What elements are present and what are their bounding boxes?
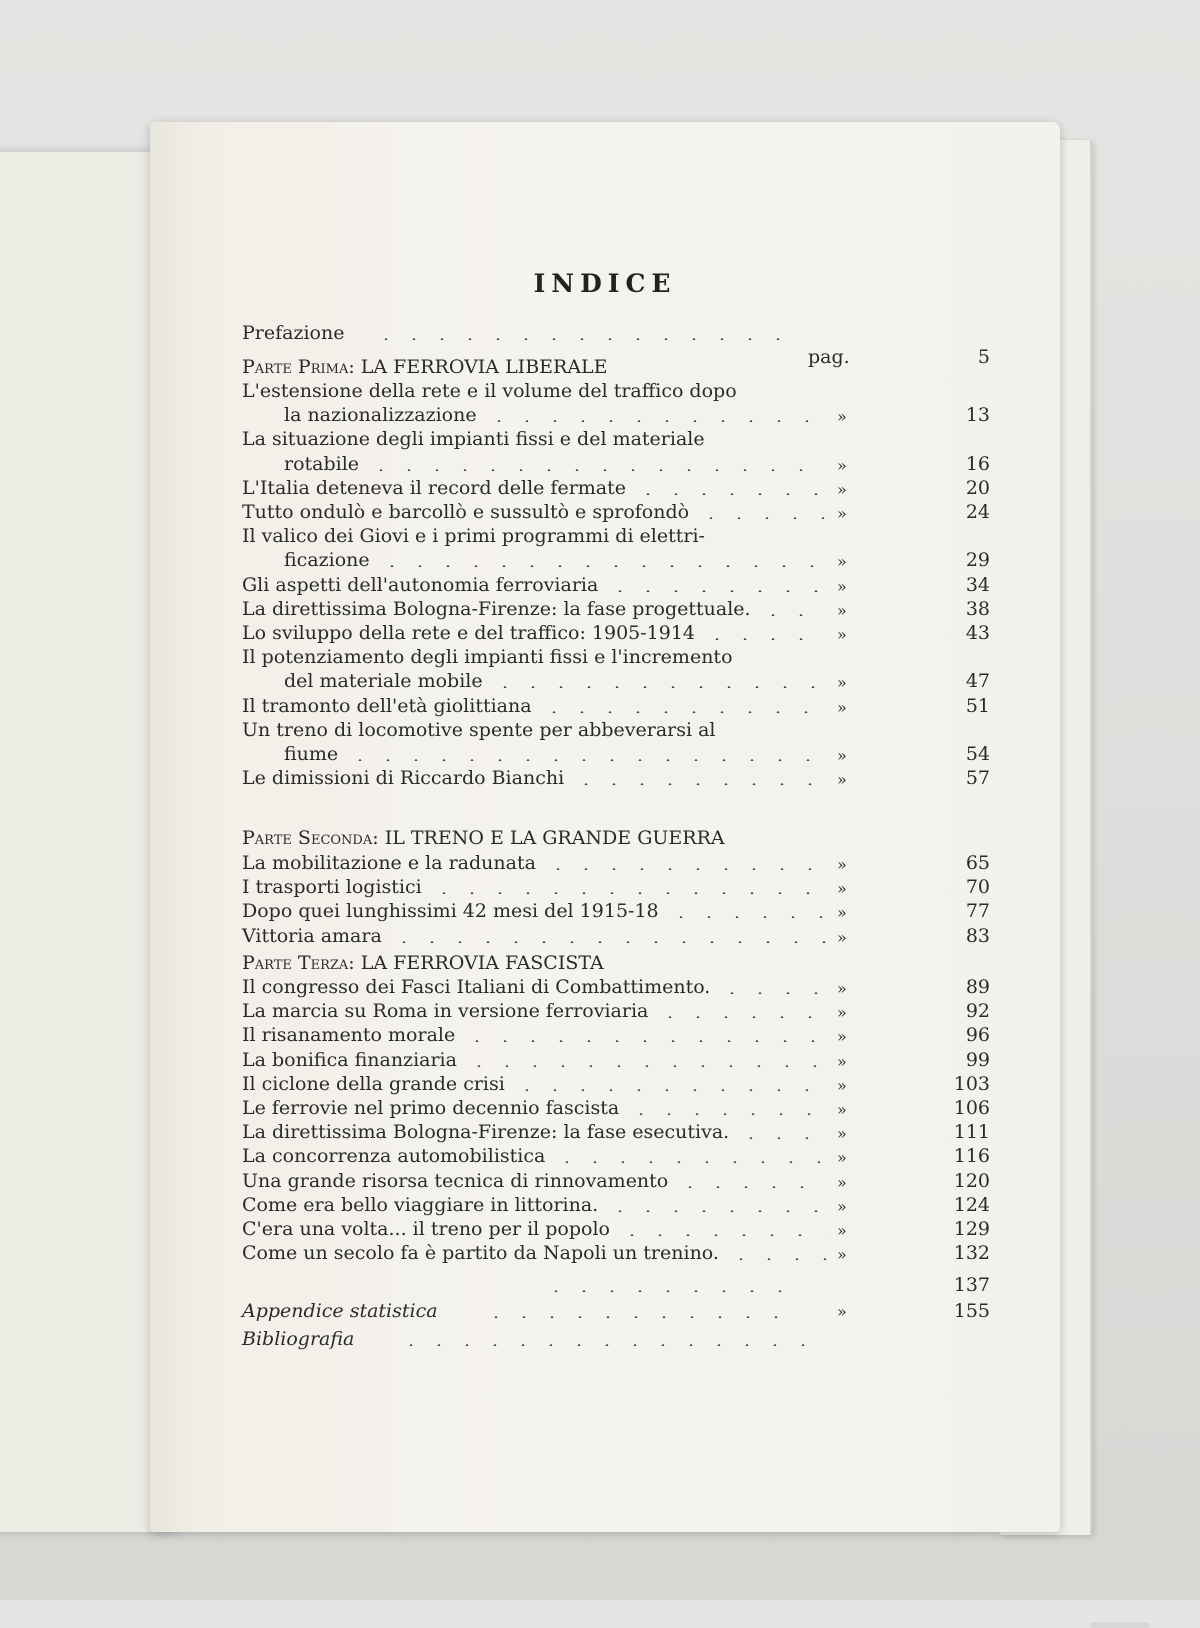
entry-title-continuation: fiume: [284, 742, 339, 765]
page-number: 111: [953, 1121, 990, 1144]
dot-leader: [572, 783, 827, 785]
entry-title: La marcia su Roma in versione ferroviaria: [242, 1000, 649, 1023]
page-number: 57: [965, 767, 990, 790]
entry-title: Il tramonto dell'età giolittiana: [242, 694, 532, 717]
page-number: 70: [965, 876, 990, 899]
entry-title: La direttissima Bologna-Firenze: la fase progettuale.: [242, 597, 751, 620]
page-smudge: [1090, 1622, 1150, 1628]
dot-leader: [634, 493, 827, 495]
ditto-mark: »: [837, 673, 847, 693]
entry-title: Dopo quei lunghissimi 42 mesi del 1915-18: [242, 900, 659, 923]
entry-title: I trasporti logistici: [242, 876, 422, 899]
page-number: 92: [965, 1000, 990, 1023]
entry-title: La bonifica finanziaria: [242, 1048, 457, 1071]
entry-title: Bibliografia: [242, 1328, 355, 1350]
page-number: 20: [965, 476, 990, 499]
dot-leader: [430, 892, 827, 894]
dot-leader: [544, 868, 827, 870]
ditto-mark: »: [837, 903, 847, 923]
ditto-mark: »: [837, 1124, 847, 1144]
page-number: 54: [965, 742, 990, 765]
dot-leader: [697, 517, 827, 519]
dot-leader: [485, 420, 827, 422]
part-subtitle: IL TRENO E LA GRANDE GUERRA: [384, 827, 725, 849]
entry-title: Il valico dei Giovi e i primi programmi di elettri-: [242, 525, 705, 548]
ditto-mark: »: [837, 1148, 847, 1168]
ditto-mark: »: [837, 576, 847, 596]
book-page: [150, 122, 1060, 1532]
entry-title: Gli aspetti dell'autonomia ferroviaria: [242, 573, 599, 596]
dot-leader: [656, 1016, 827, 1018]
entry-title: Lo sviluppo della rete e del traffico: 1905-1914: [242, 622, 696, 644]
ditto-mark: »: [837, 1051, 847, 1071]
page-number: 132: [953, 1242, 990, 1265]
part-label: Parte Seconda:: [242, 827, 379, 849]
entry-title: Le dimissioni di Riccardo Bianchi: [242, 767, 565, 790]
page-number: 43: [965, 622, 990, 644]
dot-leader: [397, 1344, 807, 1346]
entry-title: Il ciclone della grande crisi: [242, 1072, 505, 1095]
page-number: 116: [953, 1145, 990, 1168]
ditto-mark: »: [837, 625, 847, 644]
ditto-mark: »: [837, 1245, 847, 1265]
page-number: 99: [965, 1048, 990, 1071]
dot-leader: [513, 1089, 827, 1091]
page-number: 77: [965, 900, 990, 923]
entry-title: Appendice statistica: [242, 1300, 438, 1322]
ditto-mark: »: [837, 504, 847, 523]
ditto-mark: »: [837, 879, 847, 899]
dot-leader: [718, 992, 827, 994]
page-number: 47: [965, 670, 990, 693]
page-title: INDICE: [533, 269, 677, 298]
ditto-mark: »: [837, 1003, 847, 1023]
entry-title: La concorrenza automobilistica: [242, 1145, 546, 1168]
dot-leader: [390, 941, 827, 943]
page-number: 24: [965, 501, 990, 523]
ditto-mark: »: [837, 1075, 847, 1095]
book-cover-left: [0, 152, 170, 1532]
page-number: 38: [965, 597, 990, 620]
page-number: 83: [965, 924, 990, 947]
ditto-mark: »: [837, 455, 847, 475]
pag-label: pag.: [808, 346, 850, 368]
dot-leader: [540, 711, 827, 713]
ditto-mark: »: [837, 1196, 847, 1216]
page-number: 5: [977, 346, 990, 368]
part-label: Parte Prima:: [242, 356, 355, 378]
page-number: 124: [953, 1193, 990, 1216]
ditto-mark: »: [837, 1221, 847, 1240]
entry-title: Una grande risorsa tecnica di rinnovamento: [242, 1169, 669, 1192]
entry-title: L'Italia deteneva il record delle fermate: [242, 476, 627, 499]
entry-title: Un treno di locomotive spente per abbeverarsi al: [242, 718, 716, 741]
dot-leader: [737, 1137, 827, 1139]
ditto-mark: »: [837, 745, 847, 765]
entry-title-continuation: del materiale mobile: [284, 670, 483, 693]
entry-title: Come era bello viaggiare in littorina.: [242, 1193, 599, 1216]
dot-leader: [346, 759, 827, 761]
dot-leader: [703, 638, 827, 640]
dot-leader: [482, 1316, 802, 1318]
dot-leader: [378, 565, 827, 567]
dot-leader: [465, 1065, 827, 1067]
ditto-mark: »: [837, 600, 847, 620]
entry-title: La direttissima Bologna-Firenze: la fase esecutiva.: [242, 1121, 730, 1144]
dot-leader: [606, 1210, 827, 1212]
ditto-mark: »: [837, 1302, 847, 1321]
page-number: 65: [965, 852, 990, 874]
ditto-mark: »: [837, 1172, 847, 1192]
page-number: 13: [965, 404, 990, 427]
part-subtitle: LA FERROVIA FASCISTA: [360, 952, 604, 974]
dot-leader: [372, 338, 792, 340]
ditto-mark: »: [837, 697, 847, 717]
dot-leader: [553, 1161, 827, 1163]
page-number: 137: [953, 1274, 990, 1296]
ditto-mark: »: [837, 479, 847, 499]
entry-title-continuation: la nazionalizzazione: [284, 404, 477, 427]
page-number: 129: [953, 1218, 990, 1240]
entry-title: La mobilitazione e la radunata: [242, 852, 536, 874]
entry-title: L'estensione della rete e il volume del traffico dopo: [242, 380, 737, 402]
page-number: 120: [953, 1169, 990, 1192]
entry-title: Prefazione: [242, 322, 345, 344]
ditto-mark: »: [837, 1027, 847, 1047]
dot-leader: [667, 916, 827, 918]
page-number: 34: [965, 573, 990, 596]
entry-title: Tutto ondulò e barcollò e sussultò e sprofondò: [242, 501, 690, 523]
ditto-mark: »: [837, 552, 847, 572]
dot-leader: [606, 590, 827, 592]
entry-title: Il congresso dei Fasci Italiani di Combattimento.: [242, 976, 711, 998]
dot-leader: [491, 686, 827, 688]
entry-title-continuation: rotabile: [284, 452, 360, 475]
page-number: 89: [965, 976, 990, 998]
dot-leader: [676, 1186, 827, 1188]
dot-leader: [759, 614, 827, 616]
entry-title-continuation: ficazione: [284, 549, 370, 572]
page-number: 29: [965, 549, 990, 572]
page-number: 96: [965, 1024, 990, 1047]
dot-leader: [627, 1113, 827, 1115]
dot-leader: [542, 1290, 792, 1292]
entry-title: Le ferrovie nel primo decennio fascista: [242, 1097, 620, 1119]
entry-title: La situazione degli impianti fissi e del materiale: [242, 428, 705, 451]
entry-title: Il risanamento morale: [242, 1024, 456, 1047]
ditto-mark: »: [837, 927, 847, 947]
entry-title: Come un secolo fa è partito da Napoli un trenino.: [242, 1242, 719, 1265]
ditto-mark: »: [837, 770, 847, 790]
part-subtitle: LA FERROVIA LIBERALE: [360, 356, 608, 378]
entry-title: C'era una volta... il treno per il popolo: [242, 1218, 610, 1240]
dot-leader: [463, 1040, 827, 1042]
ditto-mark: »: [837, 1100, 847, 1119]
entry-title: Il potenziamento degli impianti fissi e l'incremento: [242, 646, 733, 669]
dot-leader: [618, 1234, 827, 1236]
dot-leader: [367, 469, 827, 471]
dot-leader: [727, 1258, 827, 1260]
ditto-mark: »: [837, 855, 847, 874]
page-number: 106: [953, 1097, 990, 1119]
page-number: 103: [953, 1072, 990, 1095]
page-number: 51: [965, 694, 990, 717]
ditto-mark: »: [837, 979, 847, 998]
ditto-mark: »: [837, 407, 847, 427]
page-number: 16: [965, 452, 990, 475]
part-label: Parte Terza:: [242, 952, 355, 974]
page-number: 155: [953, 1300, 990, 1322]
entry-title: Vittoria amara: [242, 924, 382, 947]
